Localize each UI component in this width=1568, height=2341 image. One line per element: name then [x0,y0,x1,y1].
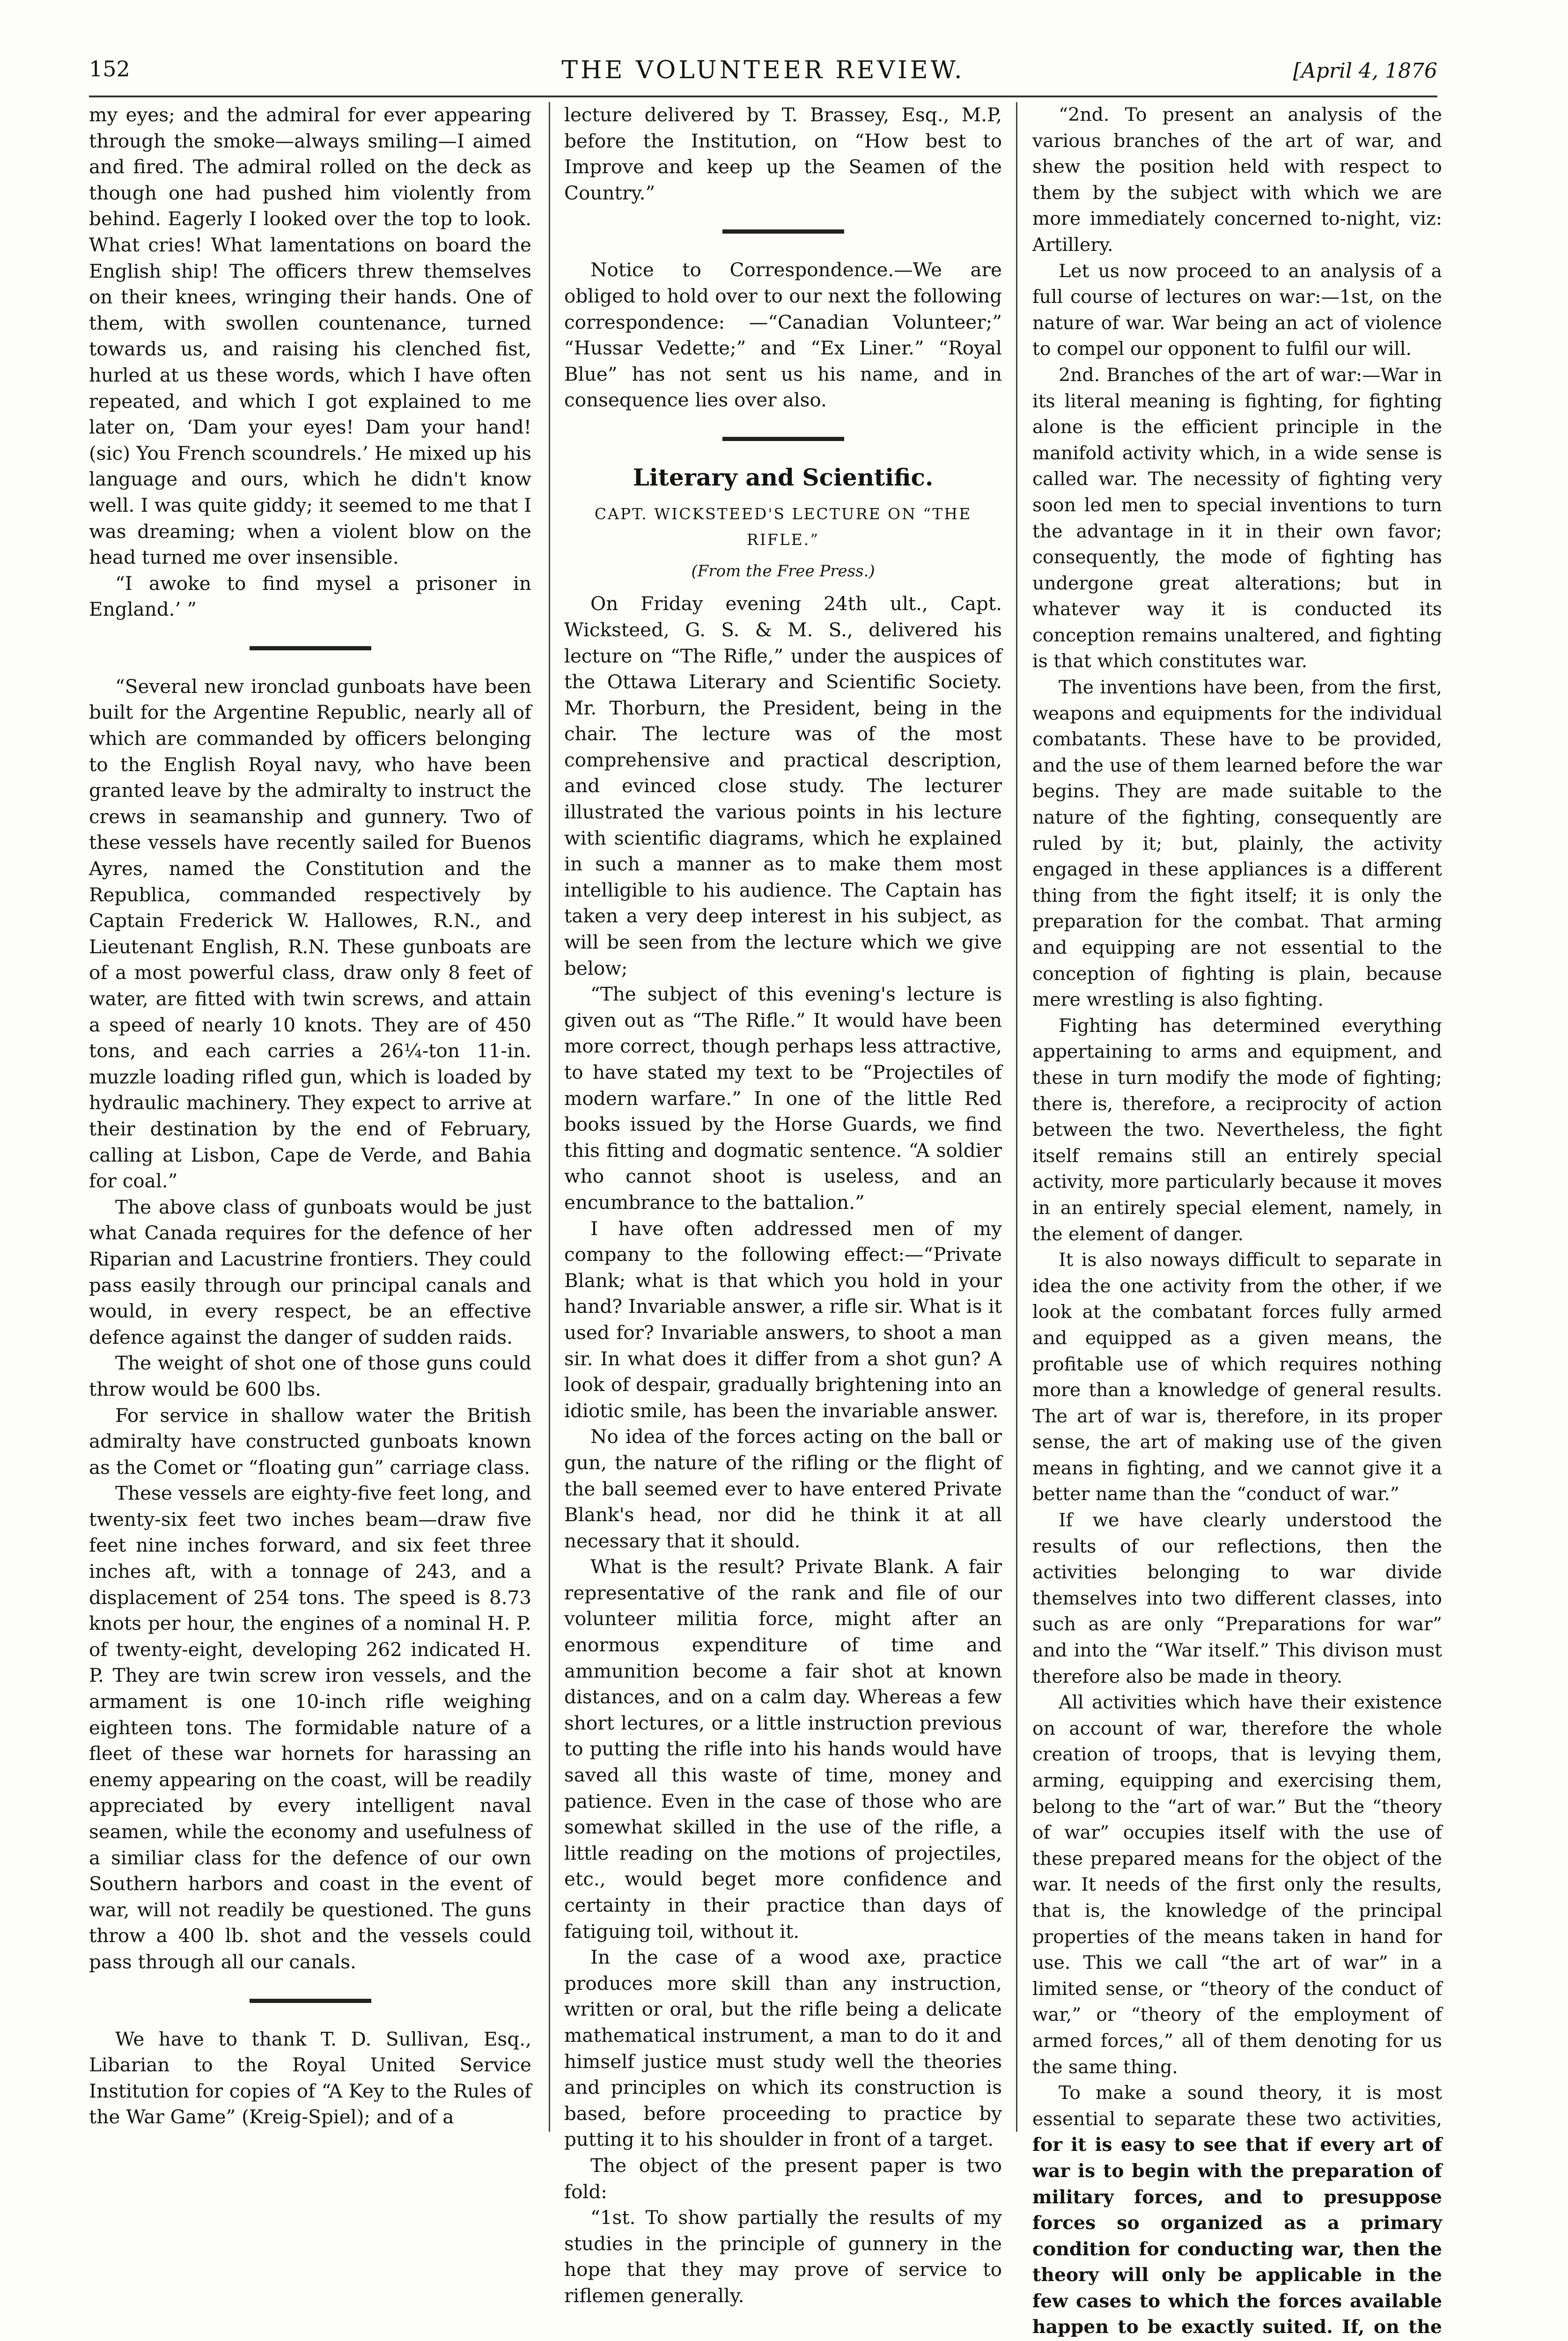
article-paragraph: For service in shallow water the British admiralty have constructed gunboats known as the Comet or “floating gun” carriage class. [89,1404,531,1479]
article-paragraph [1032,2080,1442,2341]
article-paragraph: The weight of shot one of those guns could throw would be 600 lbs. [89,1352,531,1400]
article-subheading: CAPT. WICKSTEED'S LECTURE ON “THE RIFLE.” [594,504,972,549]
page-number: 152 [89,56,130,81]
article-paragraph: We have to thank T. D. Sullivan, Esq., Libarian to the Royal United Service Institution for copies of “A Key to the Rules of the War Game” (Kreig-Spiel); and of a [89,2027,531,2128]
article-paragraph: lecture delivered by T. Brassey, Esq., M.P, before the Institution, on “How best to Improve and keep up the Seamen of the Country.” [564,103,1002,204]
article-paragraph: In the case of a wood axe, practice produces more skill than any instruction, written or oral, but the rifle being a delicate mathematical instrument, a man to do it and himself justice must study well the theories and principles on which its construction is based, before proceeding to practice by putting it to his shoulder in front of a target. [564,1946,1002,2151]
article-paragraph: The inventions have been, from the first, weapons and equipments for the individual combatants. These have to be provided, and the use of them learned before the war begins. They are made suitable to the nature of the fighting, consequently are ruled by it; but, plainly, the activity engaged in these appliances is a different thing from the fight itself; it is only the preparation for the combat. That arming and equipping are not essential to the conception of fighting is plain, because mere wrestling is also fighting. [1032,677,1442,1011]
article-paragraph: On Friday evening 24th ult., Capt. Wicksteed, G. S. & M. S., delivered his lecture on “The Rifle,” under the auspices of the Ottawa Literary and Scientific Society. Mr. Thorburn, the President, being in the chair. The lecture was of the most comprehensive and practical description, and evinced close study. The lecturer illustrated the various points in his lecture with scientific diagrams, which he explained in such a manner as to make them most intelligible to his audience. The Captain has taken a very deep interest in his subject, as will be seen from the lecture which we give below; [564,592,1002,979]
source-line: (From the Free Press.) [691,561,875,581]
column-three [1032,102,1442,2338]
article-paragraph: What is the result? Private Blank. A fair representative of the rank and file of our volunteer militia force, might after an enormous expenditure of time and ammunition become a fair shot at known distances, and on a calm day. Whereas a few short lectures, or a little instruction previous to putting the rifle into his hands would have saved all this waste of time, money and patience. Even in the case of those who are somewhat skilled in the use of the rifle, a little reading on the motions of projectiles, etc., would beget more confidence and certainty in their practice than days of fatiguing toil, without it. [564,1555,1002,1943]
article-paragraph: I have often addressed men of my company to the following effect:—“Private Blank; what is that which you hold in your hand? Invariable answer, a rifle sir. What is it used for? Invariable answers, to shoot a man sir. In what does it differ from a shot gun? A look of despair, gradually brightening into an idiotic smile, has been the invariable answer. [564,1217,1002,1422]
notice-to-correspondence: Notice to Correspondence.—We are obliged to hold over to our next the following correspondence: —“Canadian Volunteer;” “Hussar Vedette;” and “Ex Liner.” “Royal Blue” has not sent us his name, and in consequence lies over also. [564,258,1002,412]
article-paragraph: It is also noways difficult to separate in idea the one activity from the other, if we look at the combatant forces fully armed and equipped as a given means, the profitable use of which requires nothing more than a knowledge of general results. The art of war is, therefore, in its proper sense, the art of making use of the given means in fighting, and we cannot give it a better name than the “conduct of war.” [1032,1249,1442,1505]
section-heading: Literary and Scientific. [633,463,934,491]
separator-rule [250,1999,371,2003]
column-divider-right [1016,102,1017,2132]
article-paragraph: These vessels are eighty-five feet long, and twenty-six feet two inches beam—draw five feet nine inches forward, and six feet three inches aft, with a tonnage of 243, and a displacement of 254 tons. The speed is 8.73 knots per hour, the engines of a nominal H. P. of twenty-eight, developing 262 indicated H. P. They are twin screw iron vessels, and the armament is one 10-inch rifle weighing eighteen tons. The formidable nature of a fleet of these war hornets for harassing an enemy appearing on the coast, will be readily appreciated by every intelligent naval seamen, while the economy and usefulness of a similiar class for the defence of our own Southern harbors and coast in the event of war, will not readily be questioned. The guns throw a 400 lb. shot and the vessels could pass through all our canals. [89,1482,531,1973]
paragraph-text: To make a sound theory, it is most essential to separate these two activities, [1032,2082,1442,2130]
article-paragraph: If we have clearly understood the results of our reflections, then the activities belonging to war divide themselves into two different classes, into such as are only “Preparations for war” and into the “War itself.” This divison must therefore also be made in theory. [1032,1509,1442,1687]
article-paragraph: “1st. To show partially the results of my studies in the principle of gunnery in the hope that they may prove of service to riflemen generally. [564,2206,1002,2307]
bold-paragraph-text: for it is easy to see that if every art of war is to begin with the preparation of military forces, and to presuppose forces so organized as a primary condition for conducting war, then the theory will only be applicable in the few cases to which the forces available happen to be exactly suited. If, on the [1032,2134,1442,2338]
page-header [89,56,1437,98]
article-paragraph: “I awoke to find mysel a prisoner in England.’ ” [89,572,531,621]
article-paragraph: The object of the present paper is two fold: [564,2154,1002,2203]
column-one [89,102,531,2134]
separator-rule [722,229,844,234]
article-paragraph: No idea of the forces acting on the ball or gun, the nature of the rifling or the flight of the ball seemed ever to have entered Private Blank's head, nor did he think it at all necessary that it should. [564,1425,1002,1552]
article-paragraph: “The subject of this evening's lecture is given out as “The Rifle.” It would have been more correct, though perhaps less attractive, to have stated my text to be “Projectiles of modern warfare.” In one of the little Red books issued by the Horse Guards, we find this fitting and dogmatic sentence. “A soldier who cannot shoot is useless, and an encumbrance to the battalion.” [564,983,1002,1214]
column-divider-left [549,102,550,2132]
column-two [564,102,1002,2307]
article-paragraph: “2nd. To present an analysis of the various branches of the art of war, and shew the position held with respect to them by the subject with which we are more immediately concerned to-night, viz: Artillery. [1032,104,1442,256]
article-paragraph: The above class of gunboats would be just what Canada requires for the defence of her Riparian and Lacustrine frontiers. They could pass easily through our principal canals and would, in every respect, be an effective defence against the danger of sudden raids. [89,1195,531,1348]
article-paragraph: Fighting has determined everything appertaining to arms and equipment, and these in turn modify the mode of fighting; there is, therefore, a reciprocity of action between the two. Nevertheless, the fight itself remains still an entirely special activity, more particularly because it moves in an entirely special element, namely, in the element of danger. [1032,1015,1442,1245]
separator-rule [722,437,844,441]
article-paragraph: Let us now proceed to an analysis of a full course of lectures on war:—1st, on the nature of war. War being an act of violence to compel our opponent to fulfil our will. [1032,260,1442,360]
header-rule [89,96,1437,97]
article-paragraph: my eyes; and the admiral for ever appearing through the smoke—always smiling—I aimed and fired. The admiral rolled on the deck as though one had pushed him violently from behind. Eagerly I looked over the top to look. What cries! What lamentations on board the English ship! The officers threw themselves on their knees, wringing their hands. One of them, with swollen countenance, turned towards us, and raising his clenched fist, hurled at us these words, which I have often repeated, and which I got explained to me later on, ‘Dam your eyes! Dam your hand! (sic) You French scoundrels.’ He mixed up his language and ours, which he didn't know well. I was quite giddy; it seemed to me that I was dreaming; when a violent blow on the head turned me over insensible. [89,103,531,569]
article-paragraph: All activities which have their existence on account of war, therefore the whole creation of troops, that is levying them, arming, equipping and exercising them, belong to the “art of war.” But the “theory of war” occupies itself with the use of these prepared means for the object of the war. It needs of the first only the results, that is, the knowledge of the principal properties of the means taken in hand for use. This we call “the art of war” in a limited sense, or “theory of the conduct of war,” or “theory of the employment of armed forces,” all of them denoting for us the same thing. [1032,1692,1442,2078]
running-head-title: THE VOLUNTEER REVIEW. [561,56,965,84]
article-paragraph: 2nd. Branches of the art of war:—War in its literal meaning is fighting, for fighting alone is the efficient principle in the manifold activity which, in a wide sense is called war. The necessity of fighting very soon led men to special inventions to turn the advantage in it in their own favor; consequently, the mode of fighting has undergone great alterations; but in whatever way it is conducted its conception remains unaltered, and fighting is that which constitutes war. [1032,364,1442,672]
article-paragraph: “Several new ironclad gunboats have been built for the Argentine Republic, nearly all of which are commanded by officers belonging to the English Royal navy, who have been granted leave by the admiralty to instruct the crews in seamanship and gunnery. Two of these vessels have recently sailed for Buenos Ayres, named the Constitution and the Republica, commanded respectively by Captain Frederick W. Hallowes, R.N., and Lieutenant English, R.N. These gunboats are of a most powerful class, draw only 8 feet of water, are fitted with twin screws, and attain a speed of nearly 10 knots. They are of 450 tons, and each carries a 26¼-ton 11-in. muzzle loading rifled gun, which is loaded by hydraulic machinery. They expect to arrive at their destination by the end of February, calling at Lisbon, Cape de Verde, and Bahia for coal.” [89,675,531,1193]
issue-date: [April 4, 1876 [1293,59,1437,83]
separator-rule [250,646,371,650]
